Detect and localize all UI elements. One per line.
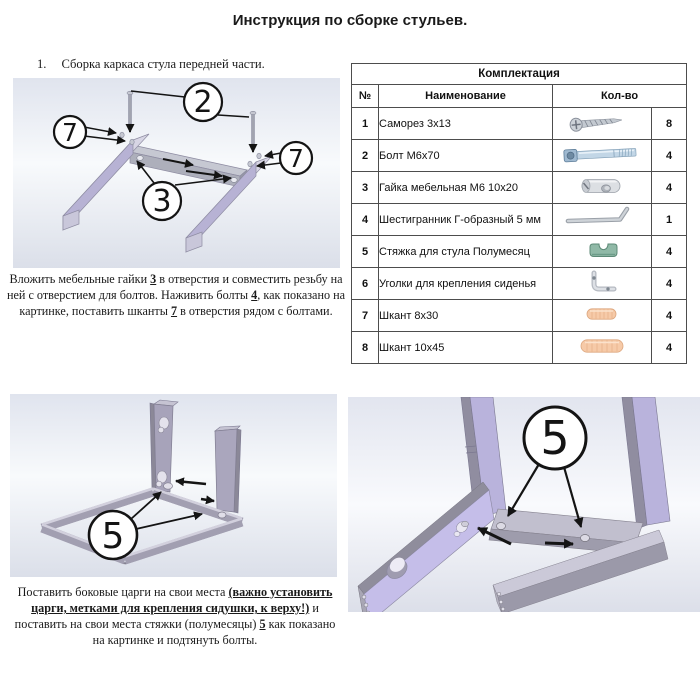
part-qty: 4 <box>652 332 687 364</box>
table-row <box>352 236 687 268</box>
col-header-num: № <box>352 85 379 108</box>
part-ref-3: 3 <box>150 272 157 286</box>
dowel-icon <box>553 332 652 364</box>
step1-heading <box>37 57 265 72</box>
callout-3 <box>143 182 181 220</box>
part-row-num: 1 <box>352 108 379 140</box>
svg-text:2: 2 <box>193 85 213 120</box>
front-frame-diagram <box>13 78 340 268</box>
callout-7-right <box>280 142 312 174</box>
dowel-icon <box>553 300 652 332</box>
callout-2 <box>184 83 222 121</box>
part-name: Шкант 8х30 <box>379 300 553 332</box>
part-name: Гайка мебельная М6 10х20 <box>379 172 553 204</box>
part-row-num: 3 <box>352 172 379 204</box>
part-qty: 1 <box>652 204 687 236</box>
svg-text:7: 7 <box>288 144 304 173</box>
table-row <box>352 300 687 332</box>
table-row <box>352 108 687 140</box>
part-qty: 8 <box>652 108 687 140</box>
instruction-paragraph-1: Вложить мебельные гайки 3 в отверстия и совместить резьбу на ней с отверстием для болтов. Наживить болты 4, как показано на картинке, поставить шканты 7 в отверстия рядом с болтами. <box>6 272 346 319</box>
table-row <box>352 204 687 236</box>
part-name: Уголки для крепления сиденья <box>379 268 553 300</box>
col-header-name: Наименование <box>379 85 553 108</box>
instruction-paragraph-2: Поставить боковые царги на свои места (важно установить царги, метками для крепления сидушки, к верху!) и поставить на свои места стяжки (полумесяцы) 5 как показано на картинке и подтянуть болты. <box>14 585 336 648</box>
part-ref-4: 4 <box>251 288 258 303</box>
diagram-background <box>10 394 337 577</box>
important-note: (важно установить царги, метками для крепления сидушки, к верху!) <box>31 585 333 616</box>
hex-key-icon <box>553 204 652 236</box>
part-name: Стяжка для стула Полумесяц <box>379 236 553 268</box>
table-row <box>352 140 687 172</box>
nut-hole <box>137 156 143 161</box>
right-back-post <box>215 426 241 513</box>
page-title: Инструкция по сборке стульев. <box>232 12 468 29</box>
corner-bracket-icon <box>553 268 652 300</box>
bolt-icon <box>553 140 652 172</box>
step1-text: Сборка каркаса стула передней части. <box>61 57 265 71</box>
table-row <box>352 332 687 364</box>
part-name: Шкант 10х45 <box>379 332 553 364</box>
callout-5 <box>89 511 137 559</box>
part-row-num: 8 <box>352 332 379 364</box>
side-frame-diagram <box>10 394 337 577</box>
part-qty: 4 <box>652 236 687 268</box>
col-header-qty: Кол-во <box>553 85 687 108</box>
barrel-nut-icon <box>553 172 652 204</box>
part-row-num: 6 <box>352 268 379 300</box>
para2-text: Поставить боковые царги на свои места <box>17 585 229 599</box>
part-row-num: 4 <box>352 204 379 236</box>
part-ref-7: 7 <box>170 304 178 319</box>
parts-table <box>351 63 687 364</box>
part-row-num: 7 <box>352 300 379 332</box>
svg-text:5: 5 <box>101 516 125 557</box>
half-moon-clamp-icon <box>553 236 652 268</box>
table-row <box>352 172 687 204</box>
parts-table-title: Комплектация <box>352 64 687 85</box>
part-ref-5: 5 <box>259 617 266 632</box>
part-name: Болт М6х70 <box>379 140 553 172</box>
part-qty: 4 <box>652 140 687 172</box>
clamp-closeup-diagram <box>348 397 700 612</box>
callout-5 <box>524 407 586 469</box>
part-qty: 4 <box>652 172 687 204</box>
step1-number: 1. <box>37 57 47 71</box>
part-qty: 4 <box>652 300 687 332</box>
svg-text:3: 3 <box>152 184 172 219</box>
part-name: Шестигранник Г-образный 5 мм <box>379 204 553 236</box>
para1-text: Вложить мебельные гайки <box>9 272 151 286</box>
part-qty: 4 <box>652 268 687 300</box>
nut-hole <box>231 178 237 183</box>
table-row <box>352 268 687 300</box>
callout-7-left <box>54 116 86 148</box>
svg-text:5: 5 <box>540 411 570 465</box>
screw-icon <box>553 108 652 140</box>
svg-text:7: 7 <box>62 118 78 147</box>
part-name: Саморез 3х13 <box>379 108 553 140</box>
part-row-num: 2 <box>352 140 379 172</box>
part-row-num: 5 <box>352 236 379 268</box>
